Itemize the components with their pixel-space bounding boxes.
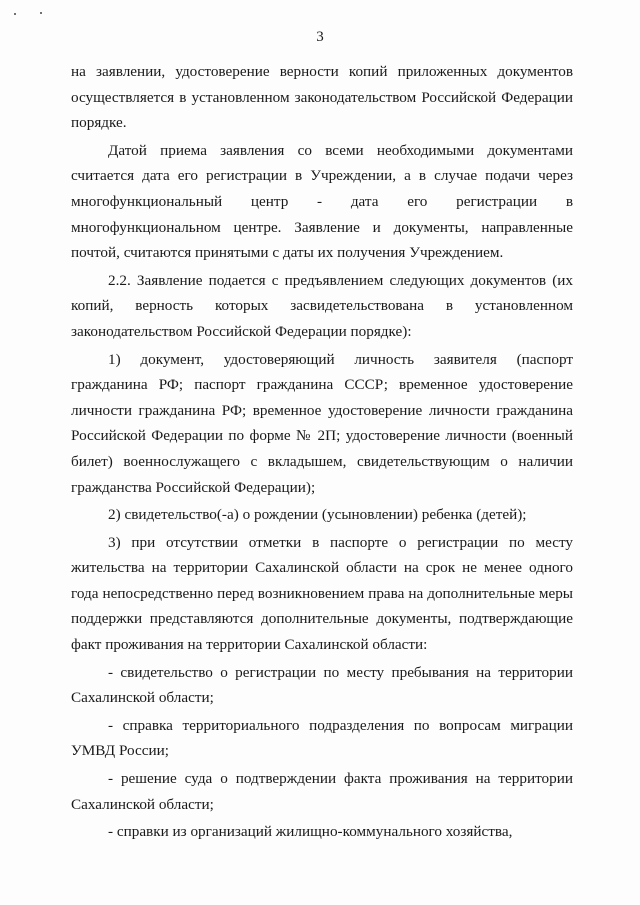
sub-item-housing-certificates: - справки из организаций жилищно-коммунального хозяйства, xyxy=(108,823,513,841)
list-item-identity-document: 1) документ, удостоверяющий личность заявителя (паспорт гражданина РФ; паспорт гражданина СССР; временное удостоверение личности гражданина РФ; временное удостоверение личности гражданина Российской Федерации по форме № 2П; удостоверение личности (военный билет) военнослужащего с вкладышем, свидетельствующим о наличии гражданства Российской Федерации); xyxy=(71,350,573,496)
scan-speck xyxy=(14,13,16,15)
paragraph-section-2-2: 2.2. Заявление подается с предъявлением следующих документов (их копий, верность которых засвидетельствована в установленном законодательством Российской Федерации порядке): xyxy=(71,271,573,340)
scan-speck xyxy=(40,12,42,14)
list-item-birth-certificate: 2) свидетельство(-а) о рождении (усыновлении) ребенка (детей); xyxy=(108,506,527,524)
sub-item-migration-certificate: - справка территориального подразделения по вопросам миграции УМВД России; xyxy=(71,716,573,760)
paragraph-continuation: на заявлении, удостоверение верности копий приложенных документов осуществляется в установленном законодательством Российской Федерации порядке. xyxy=(71,63,573,132)
page-number: 3 xyxy=(316,29,324,45)
paragraph-receipt-date: Датой приема заявления со всеми необходимыми документами считается дата его регистрации в Учреждении, а в случае подачи через многофункциональный центр - дата его регистрации в многофункциональном центре. Заявление и документы, направленные почтой, считаются принятыми с даты их получения Учреждением. xyxy=(71,141,573,262)
list-item-residence-proof: 3) при отсутствии отметки в паспорте о регистрации по месту жительства на территории Сахалинской области на срок не менее одного года непосредственно перед возникновением права на дополнительные меры поддержки представляются дополнительные документы, подтверждающие факт проживания на территории Сахалинской области: xyxy=(71,533,573,654)
sub-item-registration-certificate: - свидетельство о регистрации по месту пребывания на территории Сахалинской области; xyxy=(71,663,573,707)
sub-item-court-decision: - решение суда о подтверждении факта проживания на территории Сахалинской области; xyxy=(71,770,573,813)
document-body xyxy=(71,59,573,845)
